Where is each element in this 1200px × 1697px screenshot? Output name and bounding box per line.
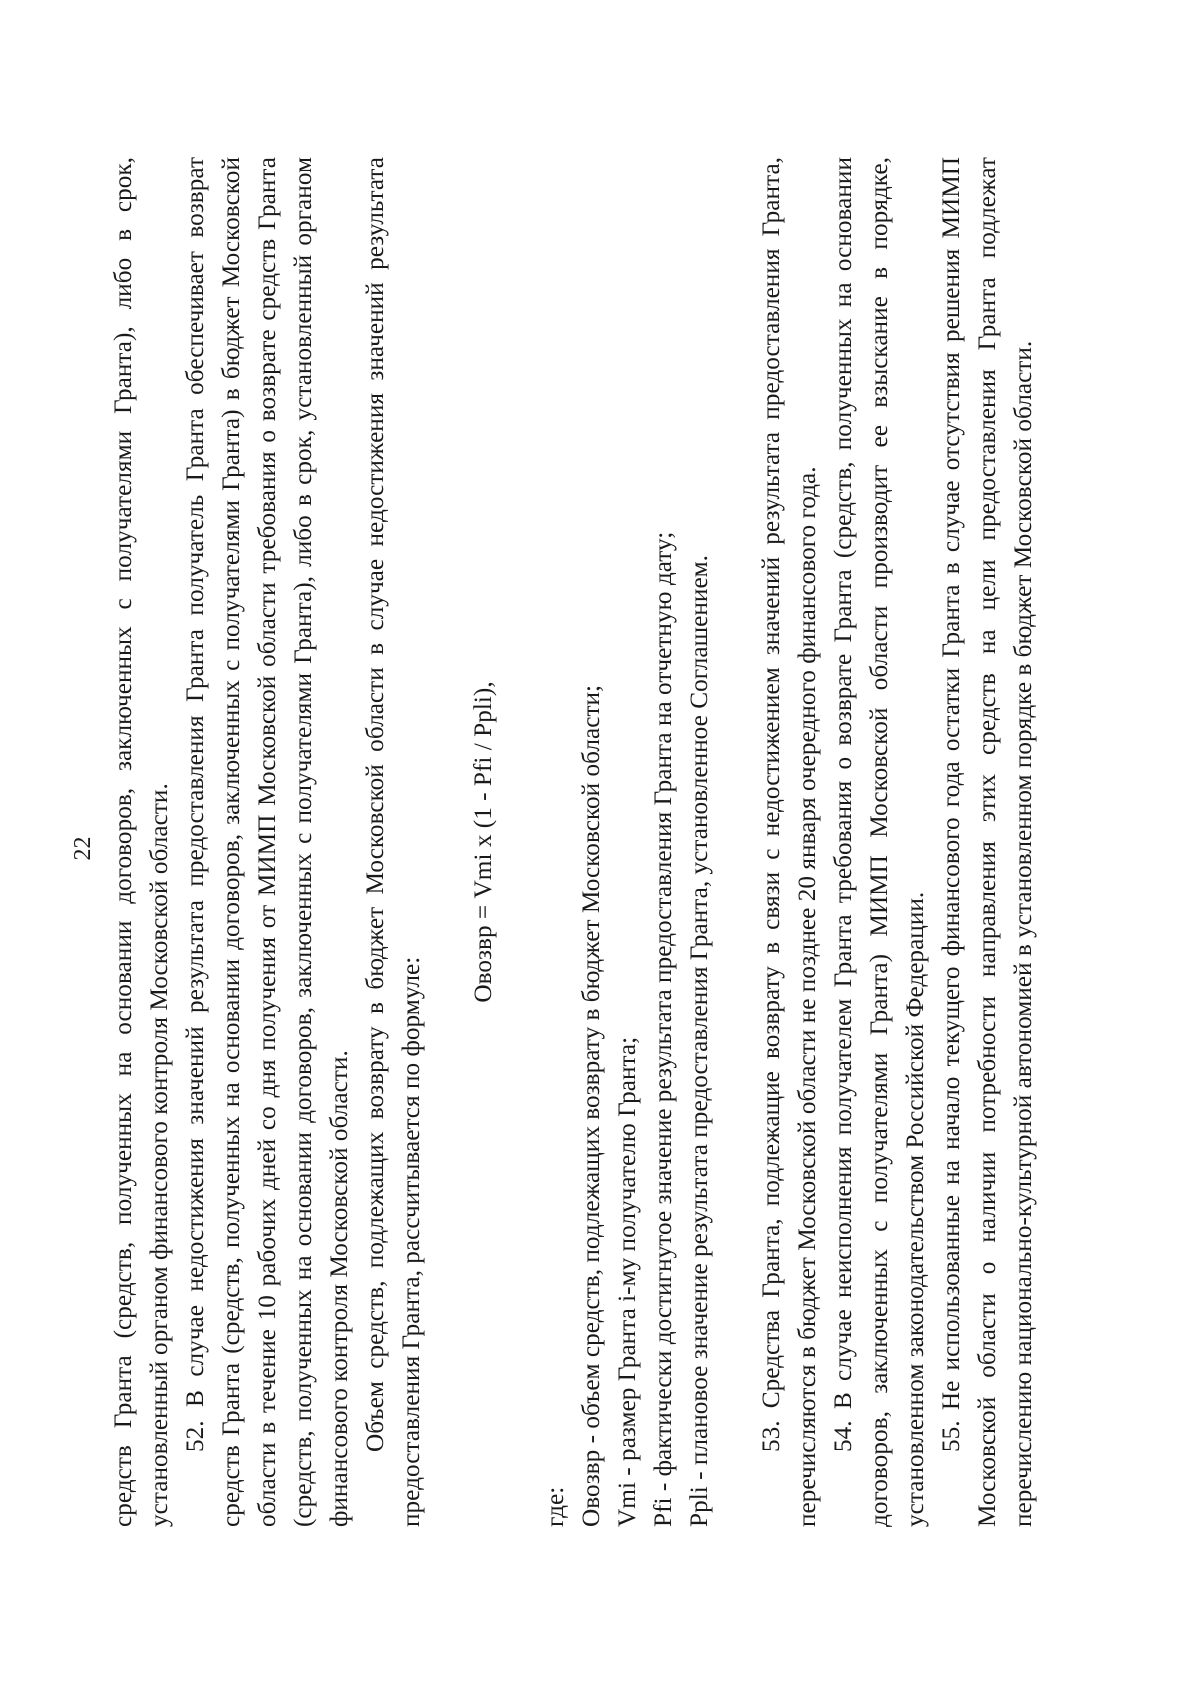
definition-item: Vmi - размер Гранта i-му получателю Гранта; bbox=[613, 1036, 641, 1527]
refund-formula: Овозвр = Vmi x (1 - Pfi / Ppli), bbox=[469, 681, 497, 1003]
definition-item: Pfi - фактически достигнутое значение результата предоставления Гранта на отчетную дату; bbox=[649, 531, 677, 1527]
paragraph-continuation: средств Гранта (средств, полученных на основании договоров, заключенных с получателями Гранта), либо в срок, установленный органом финансового контроля Московской области. bbox=[109, 157, 173, 1527]
definition-item: Овозвр - объем средств, подлежащих возврату в бюджет Московской области; bbox=[577, 684, 605, 1527]
spacer bbox=[501, 157, 537, 1527]
paragraph-53: 53. Средства Гранта, подлежащие возврату в связи с недостижением значений результата предоставления Гранта, перечисляются в бюджет Московской области не позднее 20 января очередного финансового года. bbox=[757, 157, 821, 1527]
paragraph-54: 54. В случае неисполнения получателем Гранта требования о возврате Гранта (средств, полученных на основании договоров, заключенных с получателями Гранта) МИМП Московской области производит ее взыскание в порядке, установленном законодательством Российской Федерации. bbox=[829, 157, 929, 1527]
paragraph-55: 55. Не использованные на начало текущего финансового года остатки Гранта в случае отсутствия решения МИМП Московской области о наличии потребности направления этих средств на цели предоставления Гранта подлежат перечислению национально-культурной автономией в установленном порядке в бюджет Московской области. bbox=[937, 157, 1037, 1527]
spacer bbox=[429, 157, 465, 1527]
paragraph-refund-volume: Объем средств, подлежащих возврату в бюджет Московской области в случае недостижения значений результата предоставления Гранта, рассчитывается по формуле: bbox=[361, 157, 425, 1527]
document-body bbox=[105, 157, 1041, 1527]
spacer bbox=[717, 157, 753, 1527]
paragraph-52: 52. В случае недостижения значений результата предоставления Гранта получатель Гранта обеспечивает возврат средств Гранта (средств, полученных на основании договоров, заключенных с получателями Гранта) в бюджет Московской области в течение 10 рабочих дней со дня получения от МИМП Московской области требования о возврате средств Гранта (средств, полученных на основании договоров, заключенных с получателями Гранта), либо в срок, установленный органом финансового контроля Московской области. bbox=[181, 157, 353, 1527]
where-label: где: bbox=[541, 1486, 569, 1527]
page-number: 22 bbox=[70, 836, 96, 861]
definition-item: Ppli - плановое значение результата предоставления Гранта, установленное Соглашением. bbox=[685, 554, 713, 1527]
